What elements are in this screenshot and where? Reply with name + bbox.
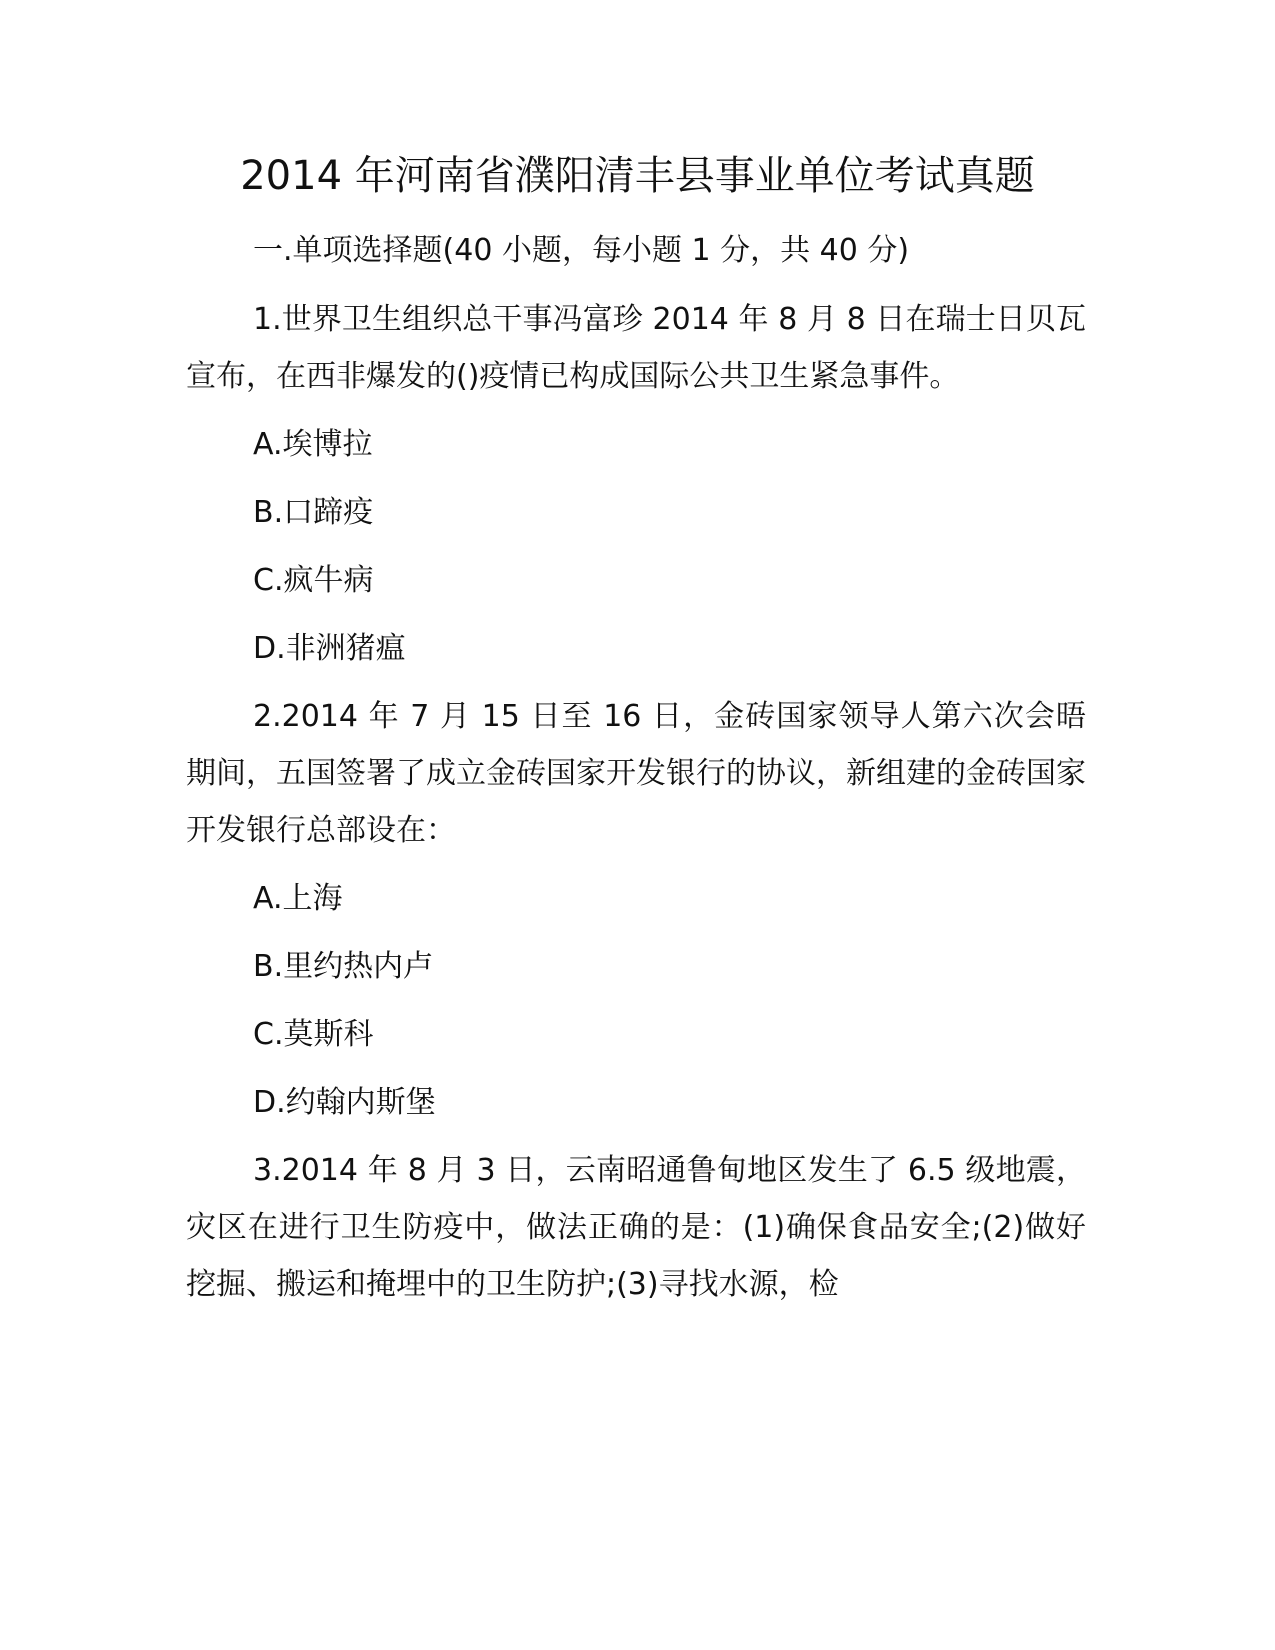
question-1-option-b: B.口蹄疫: [253, 495, 374, 530]
question-3-stem: 3.2014 年 8 月 3 日，云南昭通鲁甸地区发生了 6.5 级地震，灾区在进行卫生防疫中，做法正确的是：(1)确保食品安全;(2)做好挖掘、搬运和掩埋中的卫生防护;(3)寻找水源，检: [186, 1153, 1086, 1302]
section-heading: 一.单项选择题(40 小题，每小题 1 分，共 40 分): [253, 233, 910, 268]
question-2-option-c: C.莫斯科: [253, 1017, 374, 1052]
document-body: [186, 222, 1086, 1324]
question-1-option-a: A.埃博拉: [253, 427, 373, 462]
question-2-option-a: A.上海: [253, 881, 343, 916]
question-1-option-c: C.疯牛病: [253, 563, 374, 598]
question-2-stem: 2.2014 年 7 月 15 日至 16 日，金砖国家领导人第六次会晤期间，五国签署了成立金砖国家开发银行的协议，新组建的金砖国家开发银行总部设在：: [186, 699, 1086, 848]
question-2-option-d: D.约翰内斯堡: [253, 1085, 436, 1120]
document-title: 2014 年河南省濮阳清丰县事业单位考试真题: [240, 153, 1035, 199]
question-1-stem: 1.世界卫生组织总干事冯富珍 2014 年 8 月 8 日在瑞士日贝瓦宣布，在西非爆发的()疫情已构成国际公共卫生紧急事件。: [186, 302, 1086, 394]
question-1-option-d: D.非洲猪瘟: [253, 631, 406, 666]
question-2-option-b: B.里约热内卢: [253, 949, 434, 984]
